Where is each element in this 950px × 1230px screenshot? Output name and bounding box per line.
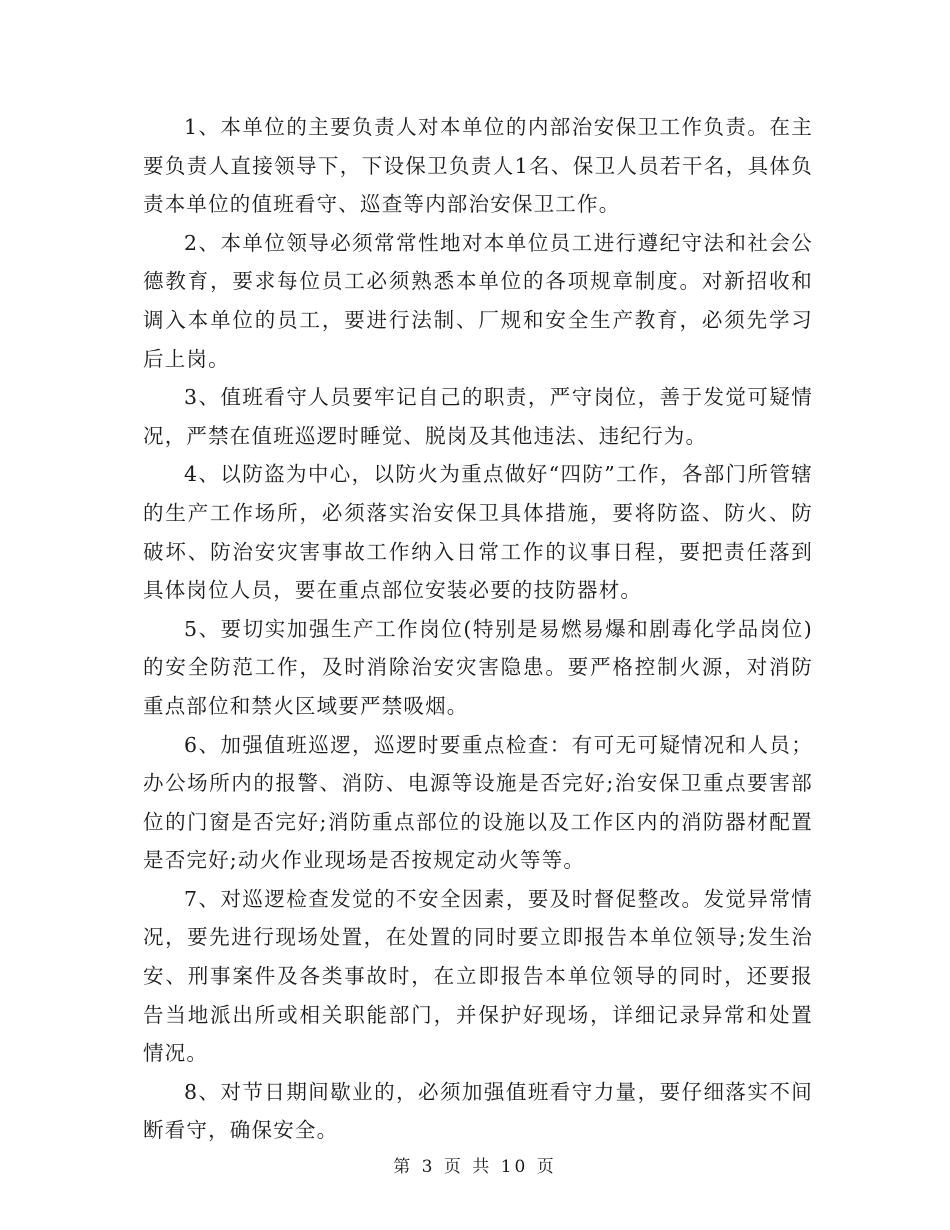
paragraph-1: 1、本单位的主要负责人对本单位的内部治安保卫工作负责。在主要负责人直接领导下，下设保卫负责人1名、保卫人员若干名，具体负责本单位的值班看守、巡查等内部治安保卫工作。 (143, 115, 813, 217)
document-body (143, 108, 813, 1150)
paragraph-6: 6、加强值班巡逻，巡逻时要重点检查：有可无可疑情况和人员；办公场所内的报警、消防、电源等设施是否完好;治安保卫重点要害部位的门窗是否完好;消防重点部位的设施以及工作区内的消防器材配置是否完好;动火作业现场是否按规定动火等等。 (143, 732, 813, 873)
paragraph-8: 8、对节日期间歇业的，必须加强值班看守力量，要仔细落实不间断看守，确保安全。 (143, 1079, 813, 1143)
paragraph-5: 5、要切实加强生产工作岗位(特别是易燃易爆和剧毒化学品岗位)的安全防范工作，及时消除治安灾害隐患。要严格控制火源，对消防重点部位和禁火区域要严禁吸烟。 (143, 616, 813, 718)
page-number-footer: 第 3 页 共 10 页 (393, 1157, 557, 1177)
paragraph-7: 7、对巡逻检查发觉的不安全因素，要及时督促整改。发觉异常情况，要先进行现场处置，在处置的同时要立即报告本单位领导;发生治安、刑事案件及各类事故时，在立即报告本单位领导的同时，还要报告当地派出所或相关职能部门，并保护好现场，详细记录异常和处置情况。 (143, 886, 813, 1066)
paragraph-3: 3、值班看守人员要牢记自己的职责，严守岗位，善于发觉可疑情况，严禁在值班巡逻时睡觉、脱岗及其他违法、违纪行为。 (143, 385, 813, 448)
paragraph-4: 4、以防盗为中心，以防火为重点做好“四防”工作，各部门所管辖的生产工作场所，必须落实治安保卫具体措施，要将防盗、防火、防破坏、防治安灾害事故工作纳入日常工作的议事日程，要把责任落到具体岗位人员，要在重点部位安装必要的技防器材。 (143, 462, 813, 603)
paragraph-2: 2、本单位领导必须常常性地对本单位员工进行遵纪守法和社会公德教育，要求每位员工必须熟悉本单位的各项规章制度。对新招收和调入本单位的员工，要进行法制、厂规和安全生产教育，必须先学习后上岗。 (143, 230, 813, 371)
